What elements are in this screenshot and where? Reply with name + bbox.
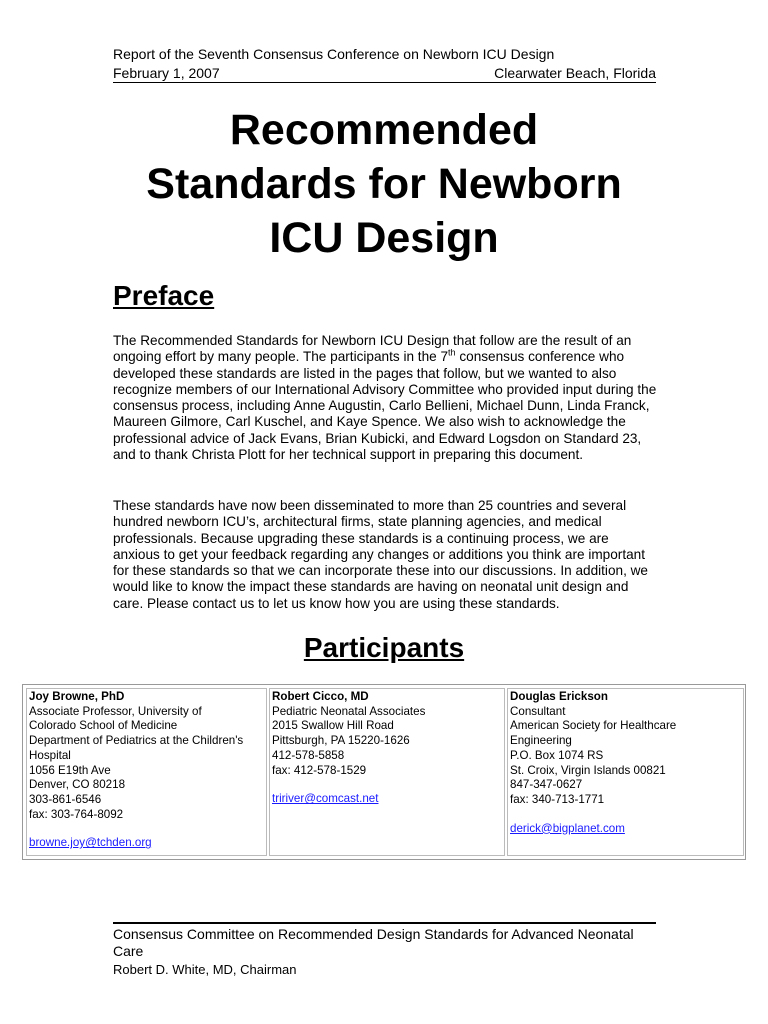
participant-line: Pittsburgh, PA 15220-1626 bbox=[272, 734, 410, 748]
participant-email-link[interactable]: tririver@comcast.net bbox=[272, 792, 379, 806]
header-location: Clearwater Beach, Florida bbox=[494, 65, 656, 81]
preface-p1-text-a: The Recommended Standards for Newborn ICU Design that follow are the result of an ongoing effort by many people. The participants in the 7 bbox=[113, 333, 632, 365]
footer-committee: Consensus Committee on Recommended Design Standards for Advanced Neonatal Care bbox=[113, 926, 634, 959]
participant-name: Robert Cicco, MD bbox=[272, 690, 369, 703]
document-title bbox=[0, 103, 768, 265]
preface-p1-text-b: consensus conference who developed these standards are listed in the pages that follow, but we wanted to also recognize members of our International Advisory Committee who provided input during the consensus process, including Anne Augustin, Carlo Bellieni, Michael Dunn, Linda Franck, Maureen Gilmore, Carl Kuschel, and Kaye Spence. We also wish to acknowledge the professional advice of Jack Evans, Brian Kubicki, and Edward Logsdon on Standard 23, and to thank Christa Plott for her technical support in preparing this document. bbox=[113, 349, 657, 463]
participant-name: Joy Browne, PhD bbox=[29, 690, 125, 703]
footer-chair: Robert D. White, MD, Chairman bbox=[113, 962, 297, 977]
preface-paragraph-2: These standards have now been disseminated to more than 25 countries and several hundred newborn ICU’s, architectural firms, state planning agencies, and medical professionals. Because upgrading these standards is a continuing process, we are anxious to get your feedback regarding any changes or additions you think are important for these standards so that we can incorporate these into our discussions. In addition, we would like to know the impact these standards are having on neonatal unit design and care. Please contact us to let us know how you are using these standards. bbox=[113, 498, 648, 611]
ordinal-superscript: th bbox=[448, 347, 456, 358]
participant-cell bbox=[26, 688, 267, 856]
participant-line: 847-347-0627 bbox=[510, 778, 583, 792]
running-header-title: Report of the Seventh Consensus Conference on Newborn ICU Design bbox=[113, 46, 555, 62]
participant-line: Engineering bbox=[510, 734, 572, 748]
participants-heading: Participants bbox=[303, 632, 465, 663]
participant-line: Pediatric Neonatal Associates bbox=[272, 704, 426, 718]
participant-line: fax: 412-578-1529 bbox=[272, 763, 367, 777]
participant-line: American Society for Healthcare bbox=[510, 719, 677, 733]
participant-line: Consultant bbox=[510, 704, 566, 718]
title-line-3: ICU Design bbox=[269, 214, 499, 262]
participant-line: St. Croix, Virgin Islands 00821 bbox=[510, 763, 666, 777]
participant-line: Denver, CO 80218 bbox=[29, 778, 126, 792]
running-header-meta bbox=[113, 65, 656, 83]
participant-cell bbox=[507, 688, 744, 856]
title-line-2: Standards for Newborn bbox=[146, 160, 622, 208]
participants-table bbox=[22, 684, 746, 860]
participant-line: Colorado School of Medicine bbox=[29, 719, 178, 733]
participant-line: 1056 E19th Ave bbox=[29, 763, 111, 777]
participant-line: 303-861-6546 bbox=[29, 792, 102, 806]
footer-rule bbox=[113, 922, 656, 924]
participant-cell bbox=[269, 688, 505, 856]
participant-name: Douglas Erickson bbox=[510, 690, 608, 703]
participant-email-link[interactable]: derick@bigplanet.com bbox=[510, 821, 625, 835]
header-date: February 1, 2007 bbox=[113, 65, 220, 81]
participant-line: P.O. Box 1074 RS bbox=[510, 748, 604, 762]
participant-line: fax: 340-713-1771 bbox=[510, 792, 605, 806]
participant-email-link[interactable]: browne.joy@tchden.org bbox=[29, 836, 152, 850]
title-line-1: Recommended bbox=[229, 106, 539, 154]
preface-paragraph-1 bbox=[113, 333, 658, 463]
participant-line: 412-578-5858 bbox=[272, 748, 345, 762]
preface-heading: Preface bbox=[113, 280, 215, 311]
participant-line: 2015 Swallow Hill Road bbox=[272, 719, 394, 733]
participant-line: Associate Professor, University of bbox=[29, 704, 202, 718]
participant-line: Department of Pediatrics at the Children's bbox=[29, 734, 244, 748]
participant-line: fax: 303-764-8092 bbox=[29, 807, 124, 821]
participant-line: Hospital bbox=[29, 748, 71, 762]
